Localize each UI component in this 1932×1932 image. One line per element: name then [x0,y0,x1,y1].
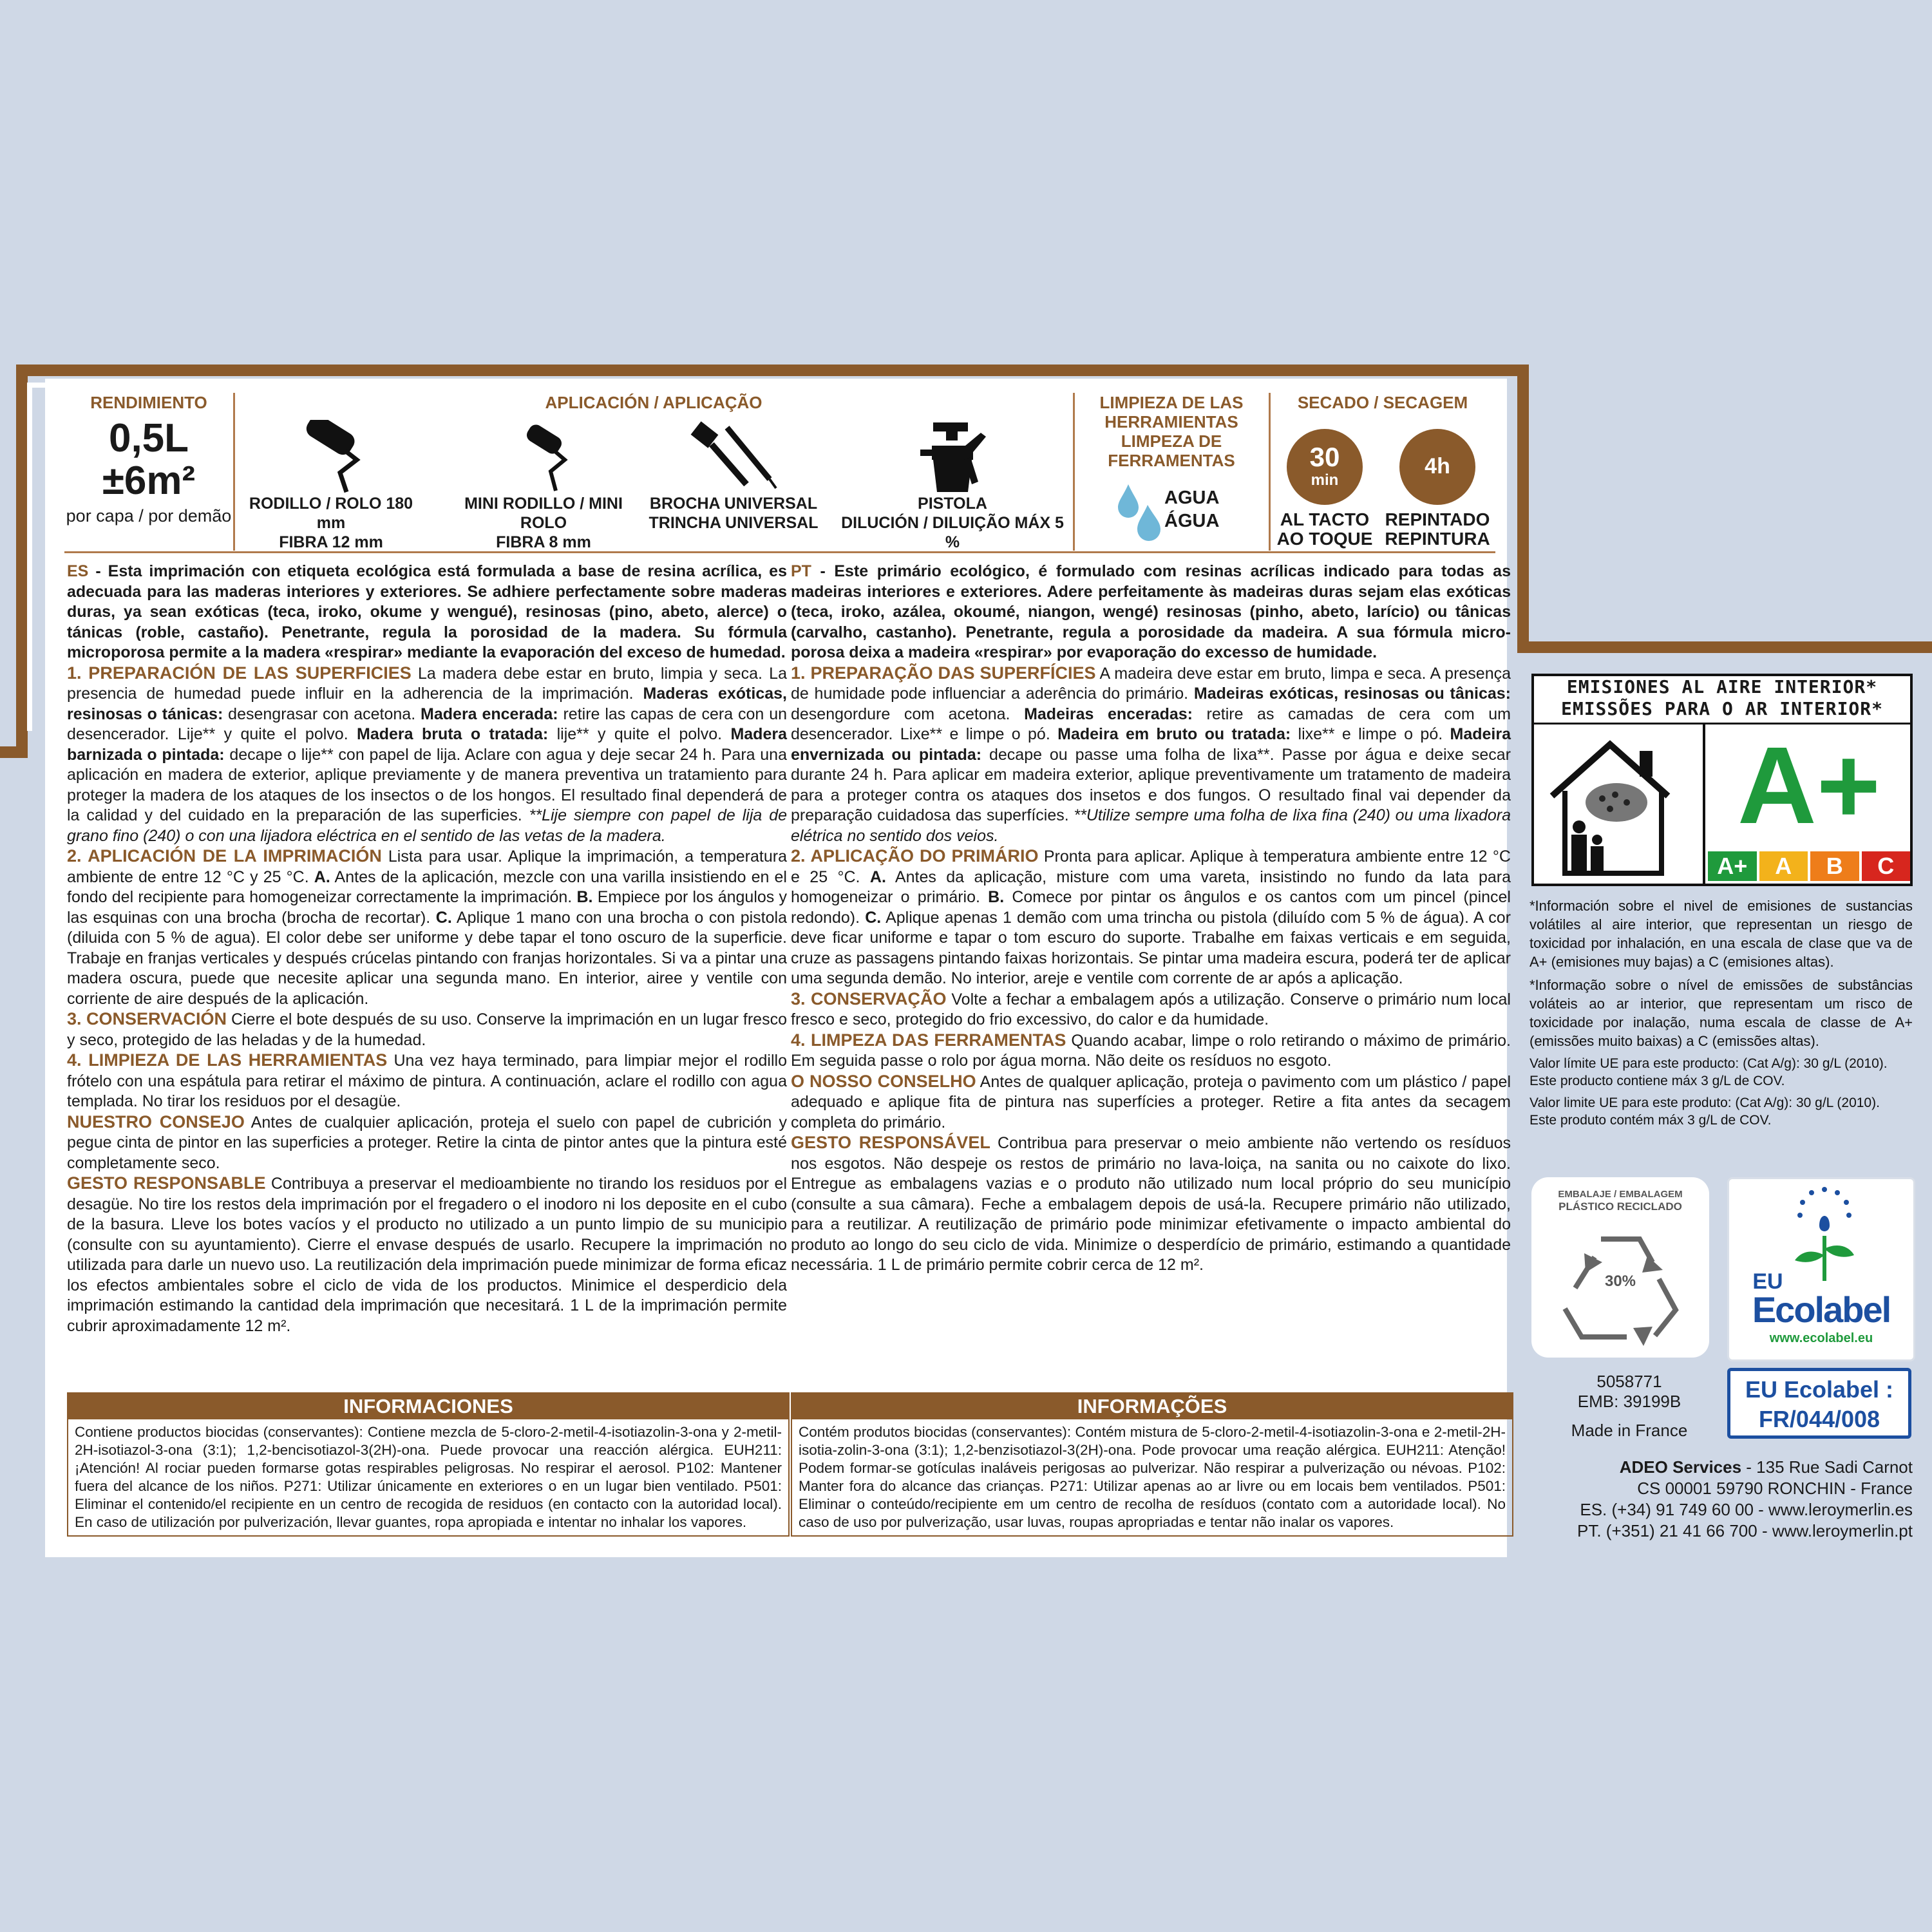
emissions-title-pt: EMISSÕES PARA O AR INTERIOR* [1560,698,1883,719]
tool-brush [647,420,820,533]
tool-mini-roller [447,420,640,552]
repaint-line2: REPINTURA [1385,529,1490,549]
es-section-1: 1. PREPARACIÓN DE LAS SUPERFICIES La madera debe estar en bruto, limpia y seca. La presencia de humedad puede influir en la adherencia de la imprimación. Maderas exóticas, resinosas o tánicas: desengrasar con acetona. Madera encerada: retire las capas de cera con un desencerador. Lije** y quite el polvo. Madera bruta o tratada: lije** y quite el polvo. Madera barnizada o pintada: decape o lije** con papel de lija. Aclare con agua y deje secar 24 h. Para una aplicación en madera de exterior, aplique previamente y de manera preventiva un tratamiento para proteger la madera de los ataques de los insectos o de los hongos. El resultado final dependerá de la calidad y del cuidado en la preparación de las superficies. **Lije siempre con papel de lija de grano fino (240) o con una lijadora eléctrica en el sentido de las vetas de la madera. [67,663,788,845]
tool-brush-line1: BROCHA UNIVERSAL [649,495,818,513]
touch-value: 30 [1309,442,1340,472]
tool-brush-line2: TRINCHA UNIVERSAL [649,514,819,532]
es-section-5: NUESTRO CONSEJO Antes de cualquier aplicación, proteja el suelo con papel de cubrición y pegue cinta de pintor en las superficies a proteger. Retire la cinta de pintor antes que la pintura esté completamente seco. [67,1112,787,1172]
tool-spray-line2: DILUCIÓN / DILUIÇÃO MÁX 5 % [841,514,1064,551]
house-family-icon [1539,732,1694,878]
emissions-title-es: EMISIONES AL AIRE INTERIOR* [1566,676,1878,697]
es-info-text: Contiene productos biocidas (conservantes): Contiene mezcla de 5-cloro-2-metil-4-isotiazolin-3-ona y 2-metil-2H-isotiazol-3-ona (3:1); 1,2-bencisotiazol-3(2H)-ona. Puede provocar una reacción alérgica. EUH211: ¡Atención! Al rociar pueden formarse gotas respirables peligrosas. No respirar el aerosol. P102: Mantener fuera del alcance de los niños. P271: Utilizar únicamente en exteriores o en un lugar bien ventilado. P501: Eliminar el contenido/el recipiente en un centro de recogida de residuos (en contacto con la autoridad local). En caso de utilización por pulverización, llevar guantes, ropa apropiada e intentar no inhalar los vapores. [75,1424,782,1530]
ecolabel-eu: EU [1752,1269,1783,1294]
cleaning-title-pt-2: FERRAMENTAS [1108,451,1235,470]
es-info-title: INFORMACIONES [68,1394,788,1419]
tool-spray-line1: PISTOLA [918,495,987,513]
emissions-divider [1703,723,1705,885]
cov-es: Valor límite UE para este producto: (Cat A/g): 30 g/L (2010). Este producto contiene máx 3 g/L de COV. [1530,1056,1888,1088]
clock-4h-icon [1399,429,1475,505]
recycled-plastic-badge [1531,1177,1709,1358]
drying-repaint [1379,429,1495,549]
company-line-2: CS 00001 59790 RONCHIN - France [1637,1479,1913,1498]
clock-30min-icon [1287,429,1363,505]
emissions-notes [1530,896,1913,1133]
cleaning-title-es-1: LIMPIEZA DE LAS [1099,393,1244,412]
es-section-6: GESTO RESPONSABLE Contribuya a preservar el medioambiente no tirando los residuos por el desagüe. No tire los restos dela imprimación por el fregadero o el inodoro ni los deposite en el cubo de la basura. Lleve los botes vacíos y el producto no utilizado a un punto limpio de su municipio (consulte con su ayuntamiento). Cierre el envase después de usarlo. Recupere la imprimación no utilizada para darle un nuevo uso. La reutilización dela imprimación puede minimizar de forma eficaz los efectos ambientales sobre el ciclo de vida de los productos. Minimice el desperdicio dela imprimación estimando la cantidad dela imprimación que necesitará. 1 L de la imprimación permite cubrir aproximadamente 12 m². [67,1173,787,1335]
cleaning-section [1074,393,1271,551]
spanish-column [67,562,787,1336]
recycle-label-2: PLÁSTICO RECICLADO [1558,1200,1682,1213]
drying-section [1270,393,1495,551]
yield-title: RENDIMIENTO [90,393,207,412]
emissions-note-es: *Información sobre el nivel de emisiones de sustancias volátiles al aire interior, que representan un riesgo de toxicidad por inhalación, en una escala de clase que va de A+ (emisiones muy bajas) a C (emisiones altas). [1530,898,1913,970]
scale-c: C [1862,851,1911,881]
water-es: AGUA [1164,488,1220,508]
pt-section-5: O NOSSO CONSELHO Antes de qualquer aplicação, proteja o pavimento com um plástico / papel adequado e aplique fita de pintura nas superfícies a proteger. Retire a fita antes da secagem completa do primário. [791,1071,1511,1132]
tool-roller-line1: RODILLO / ROLO 180 mm [249,495,413,532]
pt-section-4: 4. LIMPEZA DAS FERRAMENTAS Quando acabar, limpe o rolo retirando o máximo de primário. Em seguida passe o rolo por água morna. Não deite os resíduos no esgoto. [791,1030,1511,1070]
pt-info-box [791,1392,1513,1537]
es-info-box [67,1392,790,1537]
ecolabel-url: www.ecolabel.eu [1769,1331,1873,1345]
roller-icon [292,420,370,494]
repaint-line1: REPINTADO [1385,509,1490,529]
es-section-3: 3. CONSERVACIÓN Cierre el bote después de su uso. Conserve la imprimación en un lugar fresco y seco, protegido de las heladas y de la humedad. [67,1009,787,1049]
cleaning-title-es-2: HERRAMIENTAS [1104,412,1238,431]
emissions-note-pt: *Informação sobre o nível de emissões de substâncias voláteis ao ar interior, que representam um risco de toxicidade por inalação, numa escala de classe de A+ (emissões muito baixas) a C (emissões altas). [1530,977,1913,1049]
recycle-percent: 30% [1604,1273,1636,1290]
yield-section [64,393,235,551]
mini-roller-icon [508,420,579,494]
repaint-value: 4h [1425,454,1450,478]
product-emb: EMB: 39199B [1577,1392,1681,1411]
ecolabel-code-2: FR/044/008 [1758,1406,1880,1432]
portuguese-column [791,562,1511,1276]
ecolabel-badge [1727,1177,1915,1361]
pt-section-1: 1. PREPARAÇÃO DAS SUPERFÍCIES A madeira deve estar em bruto, limpa e seca. A presença de humidade pode influenciar a aderência do primário. Madeiras exóticas, resinosas ou tânicas: desengordure com acetona. Madeiras enceradas: retire as camadas de cera com um desencerador. Lixe** e limpe o pó. Madeira em bruto ou tratada: lixe** e limpe o pó. Madeira envernizada ou pintada: decape ou passe uma folha de lixa**. Passe por água e deixe secar durante 24 h. Para aplicar em madeira exterior, aplique preventivamente um tratamento de madeira para a proteger contra os ataques dos insetos e dos fungos. O resultado final vai depender da preparação cuidadosa das superfícies. **Utilize sempre uma folha de lixa fina (240) ou uma lixadora elétrica no sentido dos veios. [791,663,1511,845]
ecolabel-code-1: EU Ecolabel : [1745,1376,1894,1403]
tool-roller [247,420,415,552]
scale-a-plus: A+ [1708,851,1757,881]
company-pt: PT. (+351) 21 41 66 700 - www.leroymerlin.pt [1577,1521,1913,1540]
drying-title: SECADO / SECAGEM [1297,393,1468,412]
es-section-4: 4. LIMPIEZA DE LAS HERRAMIENTAS Una vez haya terminado, para limpiar mejor el rodillo frótelo con una espátula para retirar el máximo de pintura. A continuación, aclare el rodillo con agua templada. No tirar los residuos por el desagüe. [67,1050,787,1110]
scale-a: A [1759,851,1808,881]
application-section [234,393,1075,551]
brush-icon [682,420,785,494]
es-intro: ES - Esta imprimación con etiqueta ecológica está formulada a base de resina acrílica, es adecuada para las maderas interiores y exteriores. Se adhiere perfectamente sobre maderas duras, ya sean exóticas (teca, iroko, okume y wengué), resinosas (pino, abeto, alerce) o tánicas (roble, castaño). Penetrante, regula la porosidad de la madera. Su fórmula microporosa permite a la madera «respirar» mediante la evaporación del exceso de humedad. [67,562,787,661]
pt-info-text: Contém produtos biocidas (conservantes): Contém mistura de 5-cloro-2-metil-4-isotiazolin-3-ona e 2-metil-2H-isotia-zolin-3-ona (3:1); 1,2-benzisotiazol-3(2H)-ona. Pode provocar uma reação alérgica. EUH211: Atenção! Podem formar-se gotículas inaláveis perigosas ao pulverizar. Não respirar a pulverização ou névoas. P102: Manter fora do alcance das crianças. P271: Utilizar apenas ao ar livre ou em locais bem ventilados. P501: Eliminar o conteúdo/recipiente em um centro de recolha de resíduos (contato com a autoridade local). No caso de uso por pulverização, usar luvas, roupas apropriadas e tentar não inalar os vapores. [799,1424,1506,1530]
application-title: APLICACIÓN / APLICAÇÃO [545,393,762,412]
pt-section-3: 3. CONSERVAÇÃO Volte a fechar a embalagem após a utilização. Conserve o primário num local fresco e seco, protegido do frio excessivo, do calor e da humidade. [791,989,1511,1028]
company-es: ES. (+34) 91 749 60 00 - www.leroymerlin.es [1580,1500,1913,1519]
eu-stars-flower-icon [1786,1184,1863,1281]
emissions-scale [1708,851,1910,881]
product-ref-block [1533,1372,1726,1441]
ecolabel-name: Ecolabel [1752,1289,1891,1330]
emissions-label [1531,674,1913,886]
water-pt: ÁGUA [1164,511,1220,531]
water-drops-icon [1114,482,1166,546]
cov-pt: Valor limite UE para este produto: (Cat A/g): 30 g/L (2010). Este produto contém máx 3 g/L de COV. [1530,1095,1880,1128]
tool-mini-roller-line1: MINI RODILLO / MINI ROLO [464,495,623,532]
drying-touch [1270,429,1379,549]
emissions-rating: A+ [1737,724,1881,847]
tool-roller-line2: FIBRA 12 mm [279,533,383,551]
touch-line2: AO TOQUE [1276,529,1373,549]
cleaning-title-pt-1: LIMPEZA DE [1121,431,1222,451]
company-line-1: ADEO Services - 135 Rue Sadi Carnot [1619,1457,1913,1477]
yield-note: por capa / por demão [66,506,232,526]
header-divider [64,551,1495,553]
pt-section-6: GESTO RESPONSÁVEL Contribua para preservar o meio ambiente não vertendo os resíduos nos esgotos. Não despeje os restos de primário no lava-loiça, na sanita ou no caixote do lixo. Entregue as embalagens vazias e o produto não utilizado num local próprio do seu município (consulte a sua câmara). Feche a embalagem depois de usá-la. Recupere primário não utilizado, para a reutilizar. A reutilização de primário pode minimizar efetivamente o impacto ambiental do produto ao longo do seu ciclo de vida. Minimize o desperdício de primário, estimando a quantidade necessária. 1 L de primário permite cobrir cerca de 12 m². [791,1133,1511,1274]
spray-gun-icon [914,420,991,494]
es-section-2: 2. APLICACIÓN DE LA IMPRIMACIÓN Lista para usar. Aplique la imprimación, a temperatura ambiente de entre 12 °C y 25 °C. A. Antes de la aplicación, mezcle con una varilla insistiendo en el fondo del recipiente para homogeneizar correctamente la imprimación. B. Empiece por los ángulos y las esquinas con una brocha (brocha de recortar). C. Aplique 1 mano con una brocha o con pistola (diluida con 5 % de agua). El color debe ser uniforme y debe tapar el tono oscuro de la superficie. Trabaje en franjas verticales y después crúcelas pintando con franjas horizontales. Si va a pintar una madera oscura, puede que necesite aplicar una segunda mano. En interior, airee y ventile con corriente de aire después de la aplicación. [67,846,787,1008]
touch-unit: min [1311,471,1339,489]
pt-info-title: INFORMAÇÕES [792,1394,1512,1419]
yield-volume: 0,5L [108,416,189,460]
made-in: Made in France [1571,1421,1688,1440]
touch-line1: AL TACTO [1280,509,1370,529]
pt-section-2: 2. APLICAÇÃO DO PRIMÁRIO Pronta para aplicar. Aplique à temperatura ambiente entre 12 °C e 25 °C. A. Antes da aplicação, misture com uma vareta, insistindo no fundo da lata para homogeneizar o primário. B. Comece por pintar os ângulos e os cantos com um pincel (pincel redondo). C. Aplique apenas 1 demão com uma trincha ou pistola (diluído com 5 % de água). A cor deve ficar uniforme e tapar o tom escuro do suporte. Trabalhe em faixas verticais e em seguida, cruze as passagens pintando faixas horizontais. Se pintar uma madeira escura, poderá ter de aplicar uma segunda demão. No interior, areje e ventile com corrente de ar após a aplicação. [791,846,1511,987]
recycle-label-1: EMBALAJE / EMBALAGEM [1558,1189,1683,1200]
tool-spray [833,420,1072,552]
ecolabel-code-box [1727,1368,1911,1439]
company-block [1533,1457,1913,1542]
tool-mini-roller-line2: FIBRA 8 mm [496,533,591,551]
emissions-title [1534,676,1910,724]
yield-area: ±6m² [102,459,196,503]
scale-b: B [1810,851,1859,881]
product-ref: 5058771 [1596,1372,1662,1391]
pt-intro: PT - Este primário ecológico, é formulado com resinas acrílicas indicado para todas as madeiras interiores e exteriores. Adere perfeitamente às madeiras duras sejam elas exóticas (teca, iroko, azálea, okoumé, niangon, wengé) resinosas (pinho, abeto, larício) ou tânicas (carvalho, castanho). Penetrante, regula a porosidade da madeira. A sua fórmula micro-porosa deixa a madeira «respirar» por evaporação do excesso de humidade. [791,562,1511,661]
